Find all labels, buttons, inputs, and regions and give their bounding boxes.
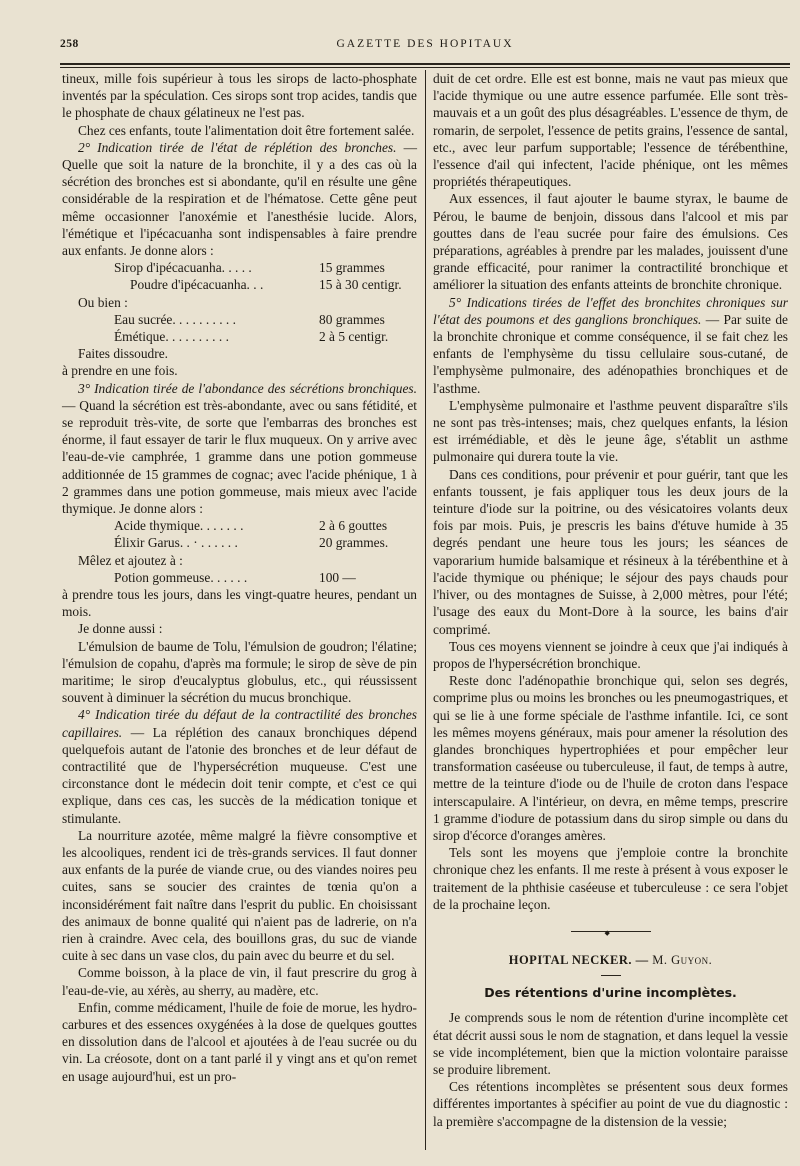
section-heading: 2° Indication tirée de l'état de réplétion des bronches. [78,139,397,155]
drug-dose: 2 à 6 gouttes [319,518,388,534]
column-divider [425,70,426,1150]
paragraph: Comme boisson, à la place de vin, il faut prescrire du grog à l'eau-de-vie, au xérès, au sherry, au madère, etc. [62,965,417,998]
paragraph: tineux, mille fois supérieur à tous les sirops de lacto-phosphate inventés par la spéculation. Ces sirops sont trop acides, tandis que le phosphate de chaux gélatineux ne l'est pas. [62,71,417,121]
drug-name: Sirop d'ipécacuanha. . . . . [114,260,252,276]
paragraph [433,294,788,397]
drug-name: Acide thymique. . . . . . . [114,518,244,534]
paragraph-text: — Par suite de la bronchite chronique et comme conséquence, il se fait chez les enfants de l'emphysème du tissu cellulaire sous-cutané, de l'emphysème pulmonaire, des adénopathies bronchiques et de l'asthme. [433,311,788,396]
right-column [433,70,788,1130]
paragraph: à prendre tous les jours, dans les vingt-quatre heures, pendant un mois. [62,586,417,620]
paragraph: Ou bien : [78,294,128,310]
paragraph: La nourriture azotée, même malgré la fièvre consomptive et les alcooliques, rendent ici de très-grands services. Il faut donner aux enfants de la purée de viande crue, ou des viandes noires peu cuites, sans se soucier des craintes de tœnia qu'on a inconsidérément fait naître dans l'esprit du public. En choisissant des animaux de bonne qualité qui n'aient pas de ladrerie, on n'a rien à craindre. Avec cela, des bouillons gras, du suc de viande cuite à sec dans un vase clos, du pain avec du beurre et du sel. [62,827,417,964]
paragraph: Je donne aussi : [78,621,163,637]
journal-title: GAZETTE DES HOPITAUX [336,38,514,50]
drug-name: Poudre d'ipécacuanha. . . [130,277,264,293]
prescription-line [62,259,417,276]
author-name: M. Guyon. [652,952,713,967]
section-heading: 5° Indications tirées de l'effet des bronchites chroniques sur l'état des poumons et des ganglions bronchiques. [433,294,788,327]
paragraph: Aux essences, il faut ajouter le baume styrax, le baume de Pérou, le baume de benjoin, dissous dans l'alcool et mis par gouttes dans de l'eau sucrée pour faire des émulsions. Ces préparations, agréables à prendre par les malades, jouissent d'une grande efficacité, pour ranimer la contractilité bronchique et améliorer la situation des enfants atteints de bronchite chronique. [433,191,788,293]
paragraph-text: — La réplétion des canaux bronchiques dépend quelquefois autant de l'atonie des bronches et de leur défaut de contractilité que de l'hypersécrétion muqueuse. C'est une circonstance dont le médecin doit tenir compte, et c'est ce qui explique, dans ces cas, les succès de la médication tonique et stimulante. [62,724,417,826]
paragraph: Enfin, comme médicament, l'huile de foie de morue, les hydro-carbures et des essences oxygénées à la dose de quelques gouttes en dissolution dans de l'alcool et ajoutées à de l'eau sucrée ou du vin. La créosote, dont on a tant parlé il y vingt ans et qu'on remet en usage aujourd'hui, est un pro- [62,999,417,1084]
paragraph: Mêlez et ajoutez à : [78,552,183,568]
left-column [62,70,417,1085]
drug-dose: 80 grammes [319,311,385,327]
prescription-line [62,311,417,328]
paragraph: Reste donc l'adénopathie bronchique qui, selon ses degrés, comprime plus ou moins les bronches ou les pneumogastriques, et qui se lie à une forme spéciale de l'asthme infantile. Ici, ce sont les mêmes moyens généraux, mais pour amener la résolution des glandes bronchiques hypertrophiées et pour empêcher leur transformation caséeuse ou tuberculeuse, il faut, de temps à autre, mettre de la teinture d'iode ou de l'huile de croton dans l'espace interscapulaire. A l'intérieur, on devra, en même temps, prescrire 1 gramme d'iodure de potassium dans du sirop simple ou dans du sirop d'écorce d'oranges amères. [433,673,788,843]
hospital-dash: — [635,952,649,967]
header-rule-thin [60,67,790,68]
prescription-line [62,328,417,345]
page-header [60,34,790,54]
paragraph [62,706,417,826]
paragraph: Tous ces moyens viennent se joindre à ceux que j'ai indiqués à propos de l'hypersécrétion bronchique. [433,638,788,671]
drug-name: Émétique. . . . . . . . . . [114,329,229,344]
paragraph-text: — Quelle que soit la nature de la bronchite, il y a des cas où la sécrétion des bronches est si abondante, qu'il en résulte une gêne considérable de la respiration et de l'hématose. Cette gêne peut même occasionner l'anoxémie et l'anesthésie lucide. Alors, l'émétique et l'ipécacuanha sont indispensables à faire prendre aux enfants. Je donne alors : [62,139,417,259]
paragraph [62,139,417,259]
prescription-line [62,276,417,293]
paragraph: Dans ces conditions, pour prévenir et pour guérir, tant que les enfants toussent, je fais appliquer tous les deux jours de la teinture d'iode sur la poitrine, ou des vésicatoires volants deux fois par mois. Puis, je prescris les bains d'étuve humide à 35 degrés pendant une heure tous les jours; les séances de vaporarium humide balsamique et résineux à la térébenthine et à l'acide thymique ou phénique; le séjour des pays chauds pour l'hiver, ou des montagnes de Suisse, à 2,000 mètres, pour l'été; l'usage des eaux du Mont-Dore à la source, les bains d'air comprimé. [433,466,788,637]
paragraph [62,380,417,518]
drug-name: Eau sucrée. . . . . . . . . . [114,311,236,327]
paragraph: duit de cet ordre. Elle est est bonne, mais ne vaut pas mieux que l'acide thymique ou une autre essence parfumée. Elle sont très-mauvais et a un goût des plus désagréables. L'essence de thym, de romarin, de serpolet, l'essence de petits grains, l'essence de santal, etc., avec leur parfum supportable; l'essence de térébenthine, l'essence d'ail qui infectent, l'acide phénique, ont les mêmes propriétés thérapeutiques. [433,71,788,190]
short-rule [601,975,621,976]
prescription-line [62,569,417,586]
hospital-heading [433,952,788,969]
drug-dose: 15 à 30 centigr. [319,277,402,293]
paragraph: L'émulsion de baume de Tolu, l'émulsion de goudron; l'élatine; l'émulsion de copahu, d'après ma formule; le sirop de sève de pin maritime; le sirop d'eucalyptus globulus, etc., qui réussissent souvent à diminuer la sécrétion du mucus bronchique. [62,638,417,706]
drug-dose: 100 — [319,569,356,585]
paragraph: Faites dissoudre. [78,346,169,362]
section-separator [571,931,651,932]
paragraph: Chez ces enfants, toute l'alimentation doit être fortement salée. [78,122,415,138]
paragraph: Tels sont les moyens que j'emploie contre la bronchite chronique chez les enfants. Il me reste à présent à vous exposer le traitement de la phthisie caséeuse et tuberculeuse : ce sera l'objet de la prochaine leçon. [433,845,788,912]
drug-dose: 2 à 5 centigr. [319,329,389,344]
paragraph: Je comprends sous le nom de rétention d'urine incomplète cet état décrit aussi sous le nom de stagnation, et dans lequel la vessie se vide incomplétement, bien que la miction volontaire paraisse se produire librement. [433,1010,788,1077]
hospital-name: HOPITAL NECKER. [508,952,632,967]
section-heading: 4° Indication tirée du défaut de la contractilité des bronches capillaires. [62,707,417,740]
paragraph-text: — Quand la sécrétion est très-abondante, avec ou sans fétidité, et se reproduit très-vite, de sorte que l'embarras des bronches est énorme, il faut essayer de tarir le flux muqueux. On y arrive avec l'eau-de-vie camphrée, 1 gramme dans une potion gommeuse additionnée de 15 grammes de cognac; avec l'acide phénique, 1 à 2 grammes dans une potion gommeuse, mais mieux avec l'acide thymique. Je donne alors : [62,397,417,517]
paragraph: L'emphysème pulmonaire et l'asthme peuvent disparaître s'ils ne sont pas très-intenses; mais, chez quelques enfants, la lésion est irrémédiable, et dès le jeune âge, s'établit un asthme pulmonaire qui durera toute la vie. [433,397,788,465]
drug-dose: 20 grammes. [319,535,389,551]
drug-name: Élixir Garus. . · . . . . . . [114,535,238,551]
paragraph: à prendre en une fois. [62,363,178,379]
prescription-line [62,517,417,534]
drug-name: Potion gommeuse. . . . . . [114,569,248,585]
paragraph: Ces rétentions incomplètes se présentent sous deux formes différentes importantes à spécifier au point de vue du diagnostic : la première s'accompagne de la distension de la vessie; [433,1079,788,1129]
drug-dose: 15 grammes [319,260,385,276]
section-heading: 3° Indication tirée de l'abondance des sécrétions bronchiques. [78,380,417,396]
header-rule [60,63,790,65]
prescription-line [62,534,417,551]
page-number: 258 [60,38,79,50]
article-title: Des rétentions d'urine incomplètes. [484,985,737,1001]
